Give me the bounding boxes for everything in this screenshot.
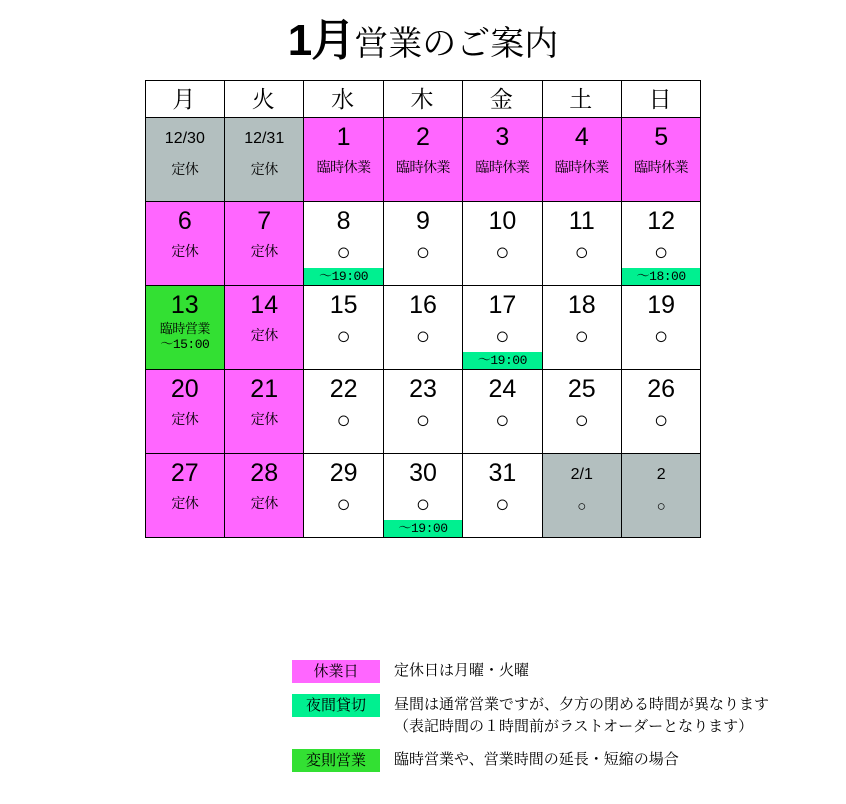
calendar-table (145, 80, 702, 538)
open-circle-icon: ○ (656, 498, 666, 515)
legend-description-line1: 臨時営業や、営業時間の延長・短縮の場合 (394, 751, 679, 768)
day-number: 21 (250, 375, 279, 403)
legend-row (292, 694, 846, 738)
calendar-day-cell[interactable] (145, 454, 224, 538)
day-note: 定休 (250, 411, 278, 427)
calendar-day-cell[interactable] (463, 454, 542, 538)
calendar-day-cell[interactable] (383, 370, 462, 454)
weekday-header-thu: 木 (383, 81, 462, 118)
calendar-day-cell[interactable] (145, 202, 224, 286)
day-number: 22 (329, 375, 358, 403)
open-circle-icon: ○ (495, 491, 510, 518)
open-circle-icon: ○ (415, 407, 431, 434)
day-number: 4 (574, 123, 589, 151)
weekday-header-wed: 水 (304, 81, 383, 118)
day-number: 11 (568, 207, 595, 235)
day-number: 29 (329, 459, 358, 487)
calendar-day-cell[interactable] (304, 286, 383, 370)
calendar-day-cell[interactable] (542, 286, 621, 370)
day-note: 臨時休業 (475, 159, 530, 175)
legend-description (380, 660, 529, 682)
day-note: 臨時休業 (554, 159, 609, 175)
open-circle-icon: ○ (653, 323, 669, 350)
day-number: 15 (329, 291, 358, 319)
title-subtitle: 営業のご案内 (354, 25, 559, 63)
open-circle-icon: ○ (653, 239, 669, 266)
calendar-day-cell[interactable] (145, 370, 224, 454)
calendar-day-cell[interactable] (463, 118, 542, 202)
calendar-day-cell[interactable] (383, 286, 462, 370)
open-circle-icon: ○ (336, 323, 351, 350)
day-number: 25 (567, 375, 596, 403)
calendar-day-cell[interactable] (621, 118, 700, 202)
calendar-header-row (145, 81, 701, 118)
calendar-day-cell[interactable] (145, 286, 224, 370)
day-number: 12/30 (164, 130, 205, 147)
weekday-header-sat: 土 (542, 81, 621, 118)
day-number: 7 (257, 207, 272, 235)
open-circle-icon: ○ (653, 407, 669, 434)
day-note: 定休 (250, 161, 278, 177)
calendar-day-cell[interactable] (542, 454, 621, 538)
legend-description-line2: （表記時間の１時間前がラストオーダーとなります） (394, 718, 754, 735)
day-number: 10 (488, 207, 517, 235)
day-number: 12 (647, 207, 676, 235)
open-circle-icon: ○ (495, 323, 510, 350)
day-number: 16 (409, 291, 437, 319)
open-circle-icon: ○ (415, 239, 431, 266)
day-number: 2 (416, 123, 430, 151)
legend-row (292, 749, 846, 772)
day-note: 定休 (250, 495, 278, 511)
day-number: 30 (409, 459, 437, 487)
calendar-day-cell[interactable] (225, 454, 304, 538)
legend-tag: 変則営業 (292, 749, 380, 772)
day-number: 17 (488, 291, 517, 319)
calendar-day-cell[interactable] (383, 454, 462, 538)
day-closing-time: ～19:00 (384, 520, 462, 537)
calendar-week-row (145, 118, 701, 202)
day-number: 9 (416, 207, 430, 235)
day-number: 23 (409, 375, 437, 403)
day-number: 31 (488, 459, 517, 487)
legend-description (380, 694, 769, 738)
calendar-week-row (145, 202, 701, 286)
calendar-day-cell[interactable] (225, 286, 304, 370)
day-number: 24 (488, 375, 517, 403)
calendar-week-row (145, 286, 701, 370)
open-circle-icon: ○ (574, 239, 590, 266)
legend-tag: 夜間貸切 (292, 694, 380, 717)
weekday-header-mon: 月 (145, 81, 224, 118)
day-number: 13 (170, 291, 199, 319)
calendar-day-cell[interactable] (304, 202, 383, 286)
day-note: 定休 (171, 411, 199, 427)
open-circle-icon: ○ (336, 239, 351, 266)
legend-description-line1: 定休日は月曜・火曜 (394, 662, 530, 679)
weekday-header-sun: 日 (621, 81, 700, 118)
day-number: 20 (170, 375, 199, 403)
calendar-day-cell[interactable] (304, 370, 383, 454)
day-number: 2/1 (570, 466, 593, 483)
day-closing-time: ～19:00 (463, 352, 541, 369)
calendar-day-cell[interactable] (225, 370, 304, 454)
calendar-day-cell[interactable] (225, 202, 304, 286)
day-number: 18 (567, 291, 596, 319)
calendar-day-cell[interactable] (542, 370, 621, 454)
open-circle-icon: ○ (495, 239, 510, 266)
open-circle-icon: ○ (336, 407, 351, 434)
day-note: 定休 (250, 243, 278, 259)
calendar-day-cell[interactable] (621, 454, 700, 538)
legend-description (380, 749, 679, 771)
calendar-day-cell[interactable] (225, 118, 304, 202)
calendar-day-cell[interactable] (621, 286, 700, 370)
day-number: 28 (250, 459, 279, 487)
day-number: 8 (336, 207, 351, 235)
calendar-week-row (145, 370, 701, 454)
calendar-week-row (145, 454, 701, 538)
calendar-day-cell[interactable] (463, 286, 542, 370)
calendar-day-cell[interactable] (383, 118, 462, 202)
open-circle-icon: ○ (336, 491, 351, 518)
open-circle-icon: ○ (574, 407, 590, 434)
day-number: 2 (656, 466, 666, 483)
day-number: 5 (654, 123, 669, 151)
day-number: 1 (336, 123, 351, 151)
day-number: 27 (170, 459, 199, 487)
calendar-day-cell[interactable] (383, 202, 462, 286)
open-circle-icon: ○ (415, 323, 431, 350)
day-number: 12/31 (244, 130, 285, 147)
title-month: 1月 (287, 16, 355, 65)
calendar-day-cell[interactable] (463, 370, 542, 454)
legend-row (292, 660, 846, 683)
day-number: 6 (177, 207, 192, 235)
day-note: 臨時休業 (395, 159, 450, 175)
day-closing-time: ～18:00 (622, 268, 700, 285)
day-closing-time: ～15:00 (160, 337, 210, 352)
calendar-day-cell[interactable] (304, 454, 383, 538)
day-number: 26 (647, 375, 676, 403)
day-note: 定休 (171, 495, 199, 511)
legend-description-line1: 昼間は通常営業ですが、夕方の閉める時間が異なります (394, 696, 770, 713)
day-closing-time: ～19:00 (304, 268, 382, 285)
legend-tag: 休業日 (292, 660, 380, 683)
day-note: 臨時休業 (634, 159, 689, 175)
calendar-day-cell[interactable] (542, 202, 621, 286)
day-note: 臨時営業 (159, 321, 210, 336)
day-note: 定休 (171, 243, 199, 259)
day-number: 19 (647, 291, 676, 319)
calendar-day-cell[interactable] (542, 118, 621, 202)
calendar-day-cell[interactable] (621, 202, 700, 286)
day-note: 定休 (250, 327, 278, 343)
open-circle-icon: ○ (577, 498, 587, 515)
open-circle-icon: ○ (415, 491, 431, 518)
weekday-header-tue: 火 (225, 81, 304, 118)
page-title (0, 0, 846, 68)
calendar-day-cell[interactable] (145, 118, 224, 202)
open-circle-icon: ○ (574, 323, 590, 350)
day-number: 14 (250, 291, 279, 319)
weekday-header-fri: 金 (463, 81, 542, 118)
legend (292, 660, 846, 783)
calendar-day-cell[interactable] (463, 202, 542, 286)
day-note: 定休 (171, 161, 199, 177)
calendar-day-cell[interactable] (304, 118, 383, 202)
calendar-day-cell[interactable] (621, 370, 700, 454)
open-circle-icon: ○ (495, 407, 510, 434)
calendar-body (145, 118, 701, 538)
day-number: 3 (495, 123, 510, 151)
day-note: 臨時休業 (316, 159, 371, 175)
